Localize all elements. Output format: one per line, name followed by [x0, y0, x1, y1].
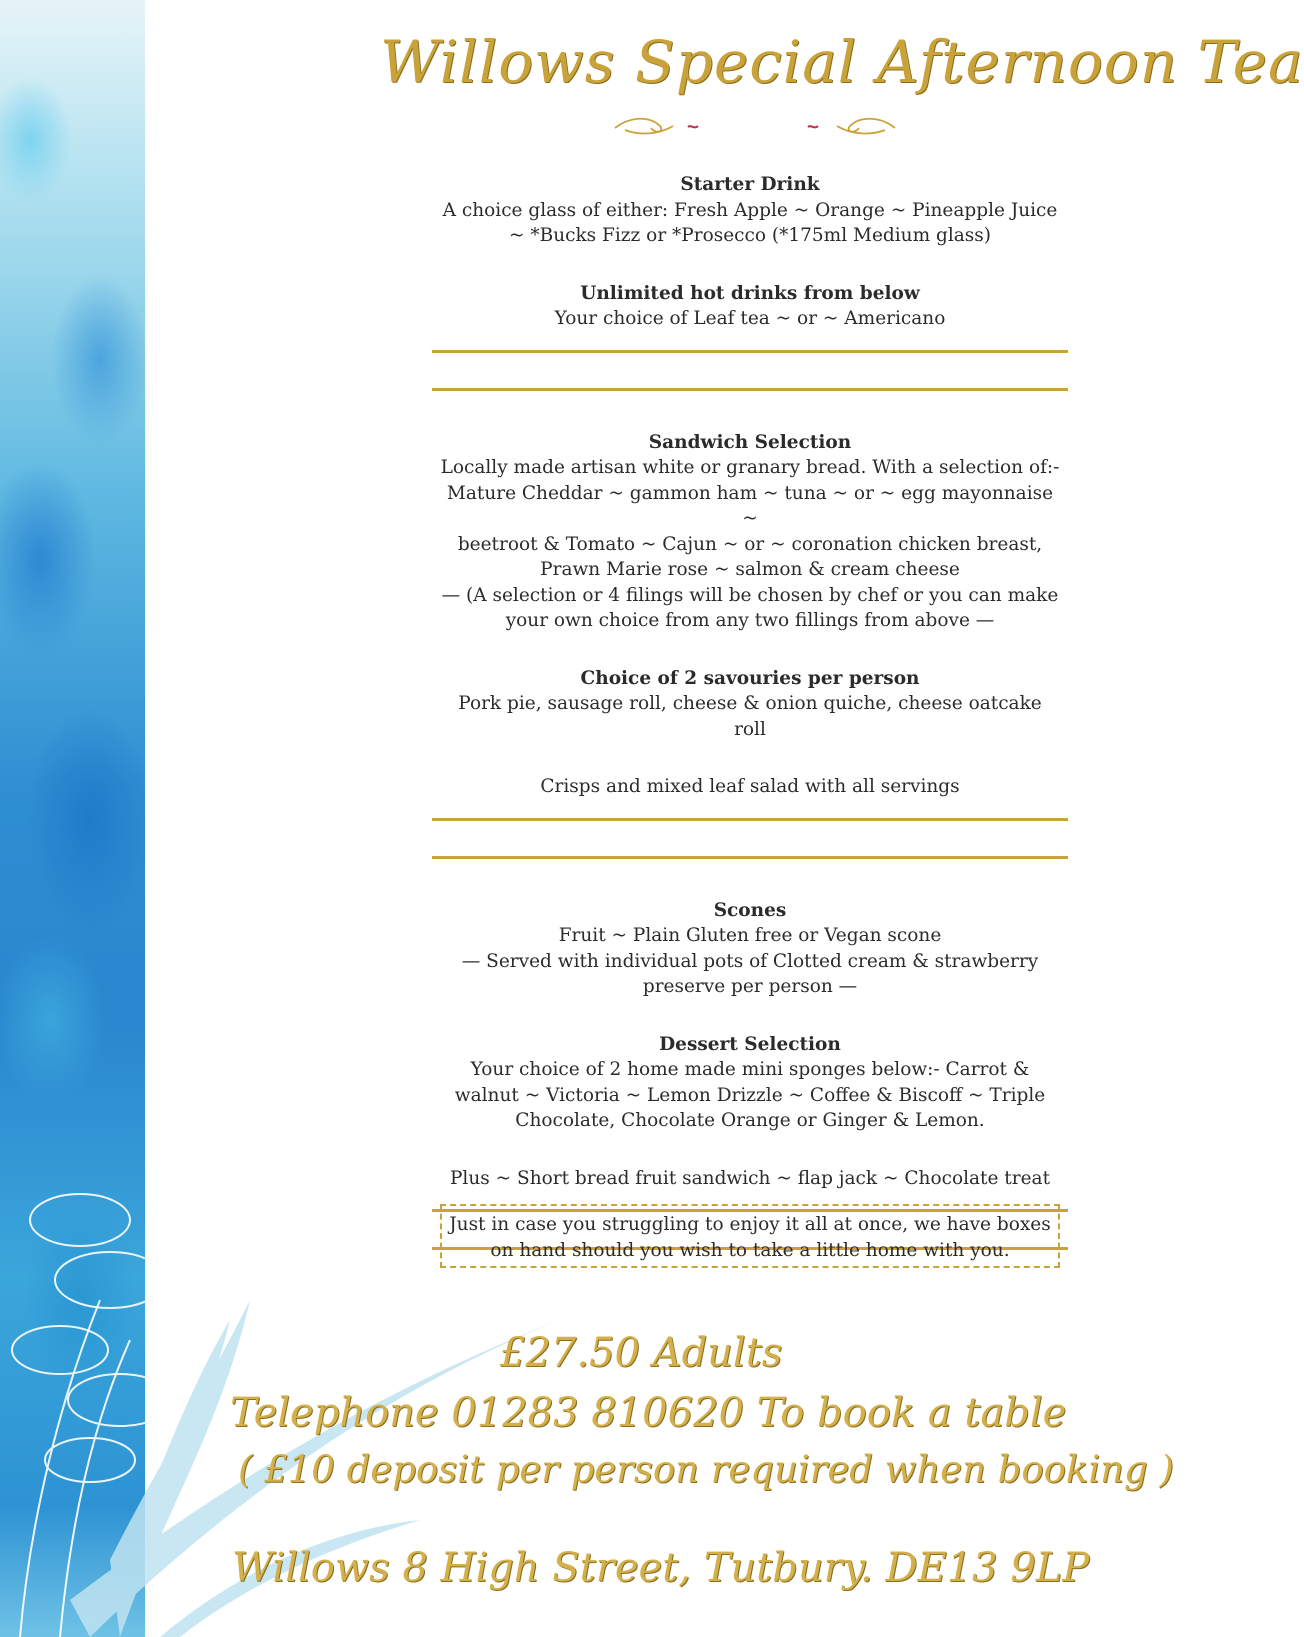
menu-line: your own choice from any two fillings from above —	[505, 610, 995, 631]
crisps-section	[440, 774, 1060, 800]
section-heading: Scones	[713, 899, 787, 921]
price-text: £27.50 Adults	[500, 1330, 783, 1376]
menu-line: Mature Cheddar ~ gammon ham ~ tuna ~ or ~ egg mayonnaise ~	[446, 482, 1054, 529]
section-heading: Sandwich Selection	[648, 431, 852, 453]
menu-line: Your choice of Leaf tea ~ or ~ Americano	[554, 308, 946, 329]
sandwich-section	[440, 430, 1060, 634]
note-line: Just in case you struggling to enjoy it all at once, we have boxes	[449, 1214, 1051, 1235]
menu-line: Chocolate, Chocolate Orange or Ginger & Lemon.	[515, 1110, 985, 1131]
menu-line: — Served with individual pots of Clotted cream & strawberry	[461, 950, 1039, 972]
menu-line: — (A selection or 4 filings will be chosen by chef or you can make	[441, 584, 1059, 606]
section-heading: Starter Drink	[680, 174, 820, 195]
menu-line: Pork pie, sausage roll, cheese & onion quiche, cheese oatcake roll	[458, 693, 1042, 740]
menu-line: Prawn Marie rose ~ salmon & cream cheese	[540, 559, 960, 580]
menu-line: walnut ~ Victoria ~ Lemon Drizzle ~ Coffee & Biscoff ~ Triple	[454, 1084, 1046, 1106]
menu-line: preserve per person —	[642, 976, 858, 997]
section-heading: Choice of 2 savouries per person	[580, 667, 920, 689]
note-line: on hand should you wish to take a little home with you.	[490, 1239, 1010, 1261]
booking-phone-text: Telephone 01283 810620 To book a table	[230, 1390, 1067, 1436]
page-title: Willows Special Afternoon Tea	[380, 28, 1304, 96]
section-heading: Unlimited hot drinks from below	[580, 282, 920, 304]
starter-drink-section	[440, 172, 1060, 249]
dessert-section	[440, 1032, 1060, 1134]
menu-line: Locally made artisan white or granary bread. With a selection of:-	[440, 457, 1060, 478]
savouries-section	[440, 666, 1060, 743]
menu-line: ~ *Bucks Fizz or *Prosecco (*175ml Medium glass)	[508, 225, 992, 246]
menu-line: beetroot & Tomato ~ Cajun ~ or ~ coronation chicken breast,	[457, 533, 1043, 555]
takeaway-note	[440, 1204, 1060, 1268]
section-heading: Dessert Selection	[659, 1033, 841, 1055]
gold-divider	[432, 344, 1068, 420]
menu-line: A choice glass of either: Fresh Apple ~ Orange ~ Pineapple Juice	[442, 199, 1058, 221]
address-text: Willows 8 High Street, Tutbury. DE13 9LP	[232, 1545, 1090, 1591]
scones-section	[440, 898, 1060, 1000]
menu-line: Plus ~ Short bread fruit sandwich ~ flap jack ~ Chocolate treat	[449, 1167, 1050, 1189]
flourish-ornament	[615, 112, 895, 142]
plus-section	[440, 1166, 1060, 1192]
menu-content	[440, 172, 1060, 1289]
gold-divider	[432, 812, 1068, 888]
menu-line: Crisps and mixed leaf salad with all servings	[540, 776, 960, 797]
deposit-text: ( £10 deposit per person required when booking )	[238, 1448, 1174, 1491]
menu-line: Fruit ~ Plain Gluten free or Vegan scone	[558, 925, 942, 946]
hot-drinks-section	[440, 281, 1060, 332]
menu-line: Your choice of 2 home made mini sponges below:- Carrot &	[470, 1059, 1030, 1080]
